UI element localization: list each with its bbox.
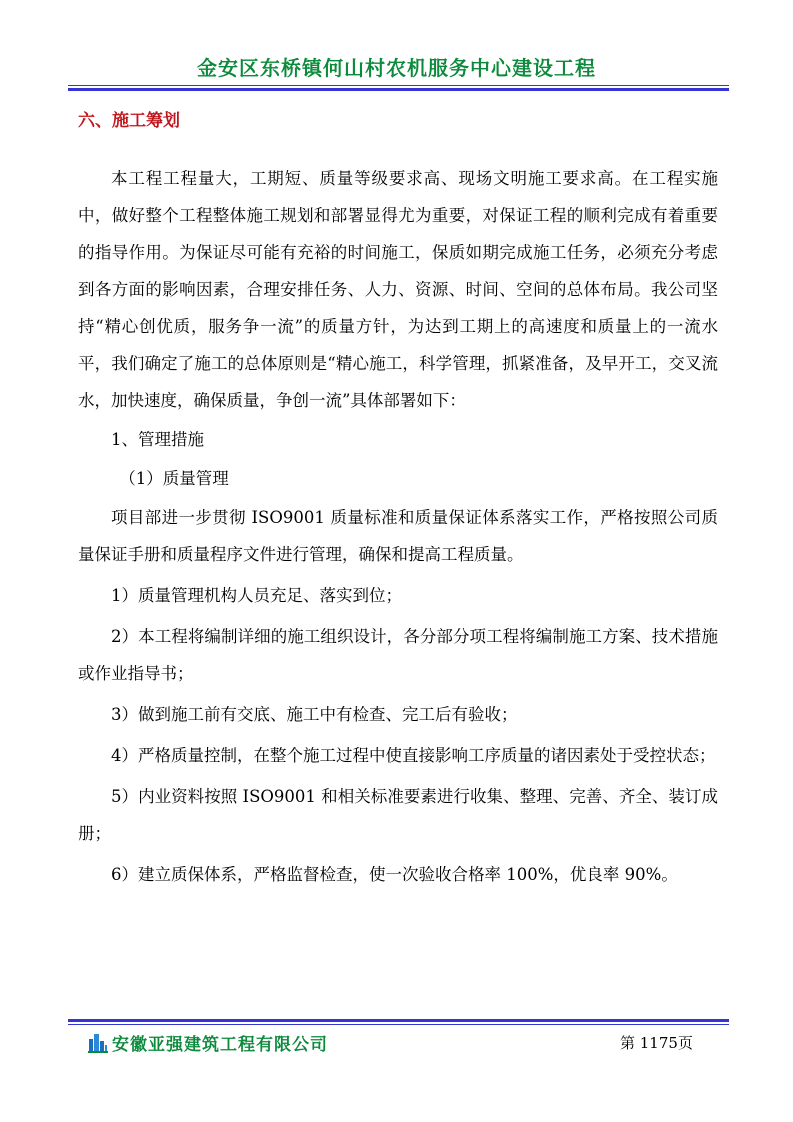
section-title: 六、施工筹划 (78, 111, 180, 131)
subheading-quality: （1）质量管理 (119, 469, 229, 488)
list-item: 4）严格质量控制，在整个施工过程中使直接影响工序质量的诸因素处于受控状态； (111, 746, 716, 765)
header-rule-thin (68, 85, 729, 86)
footer-page-number: 第 1175页 (620, 1034, 693, 1052)
footer-rule-thick (68, 1019, 729, 1022)
quality-paragraph: 项目部进一步贯彻 ISO9001 质量标准和质量保证体系落实工作，严格按照公司质量保证手册和质量程序文件进行管理，确保和提高工程质量。 (78, 508, 718, 564)
footer-company-name: 安徽亚强建筑工程有限公司 (112, 1035, 328, 1055)
intro-paragraph: 本工程工程量大，工期短、质量等级要求高、现场文明施工要求高。在工程实施中，做好整个工程整体施工规划和部署显得尤为重要，对保证工程的顺利完成有着重要的指导作用。为保证尽可能有充裕的时间施工，保质如期完成施工任务，必须充分考虑到各方面的影响因素，合理安排任务、人力、资源、时间、空间的总体布局。我公司坚持“精心创优质，服务争一流”的质量方针，为达到工期上的高速度和质量上的一流水平，我们确定了施工的总体原则是“精心施工，科学管理，抓紧准备，及早开工，交叉流水，加快速度，确保质量，争创一流”具体部署如下： (78, 169, 718, 410)
subheading-management: 1、管理措施 (111, 430, 204, 449)
list-item: 5）内业资料按照 ISO9001 和相关标准要素进行收集、整理、完善、齐全、装订成册； (78, 787, 718, 843)
page-header-title: 金安区东桥镇何山村农机服务中心建设工程 (197, 56, 596, 80)
header-rule-thick (68, 88, 729, 91)
building-logo-icon (88, 1031, 108, 1053)
list-item: 2）本工程将编制详细的施工组织设计，各分部分项工程将编制施工方案、技术措施或作业指导书； (78, 627, 718, 683)
list-item: 3）做到施工前有交底、施工中有检查、完工后有验收； (111, 705, 518, 724)
footer-rule-thin (68, 1024, 729, 1025)
list-item: 1）质量管理机构人员充足、落实到位； (111, 586, 402, 605)
document-body (78, 160, 718, 893)
list-item: 6）建立质保体系，严格监督检查，使一次验收合格率 100%，优良率 90%。 (111, 865, 678, 884)
